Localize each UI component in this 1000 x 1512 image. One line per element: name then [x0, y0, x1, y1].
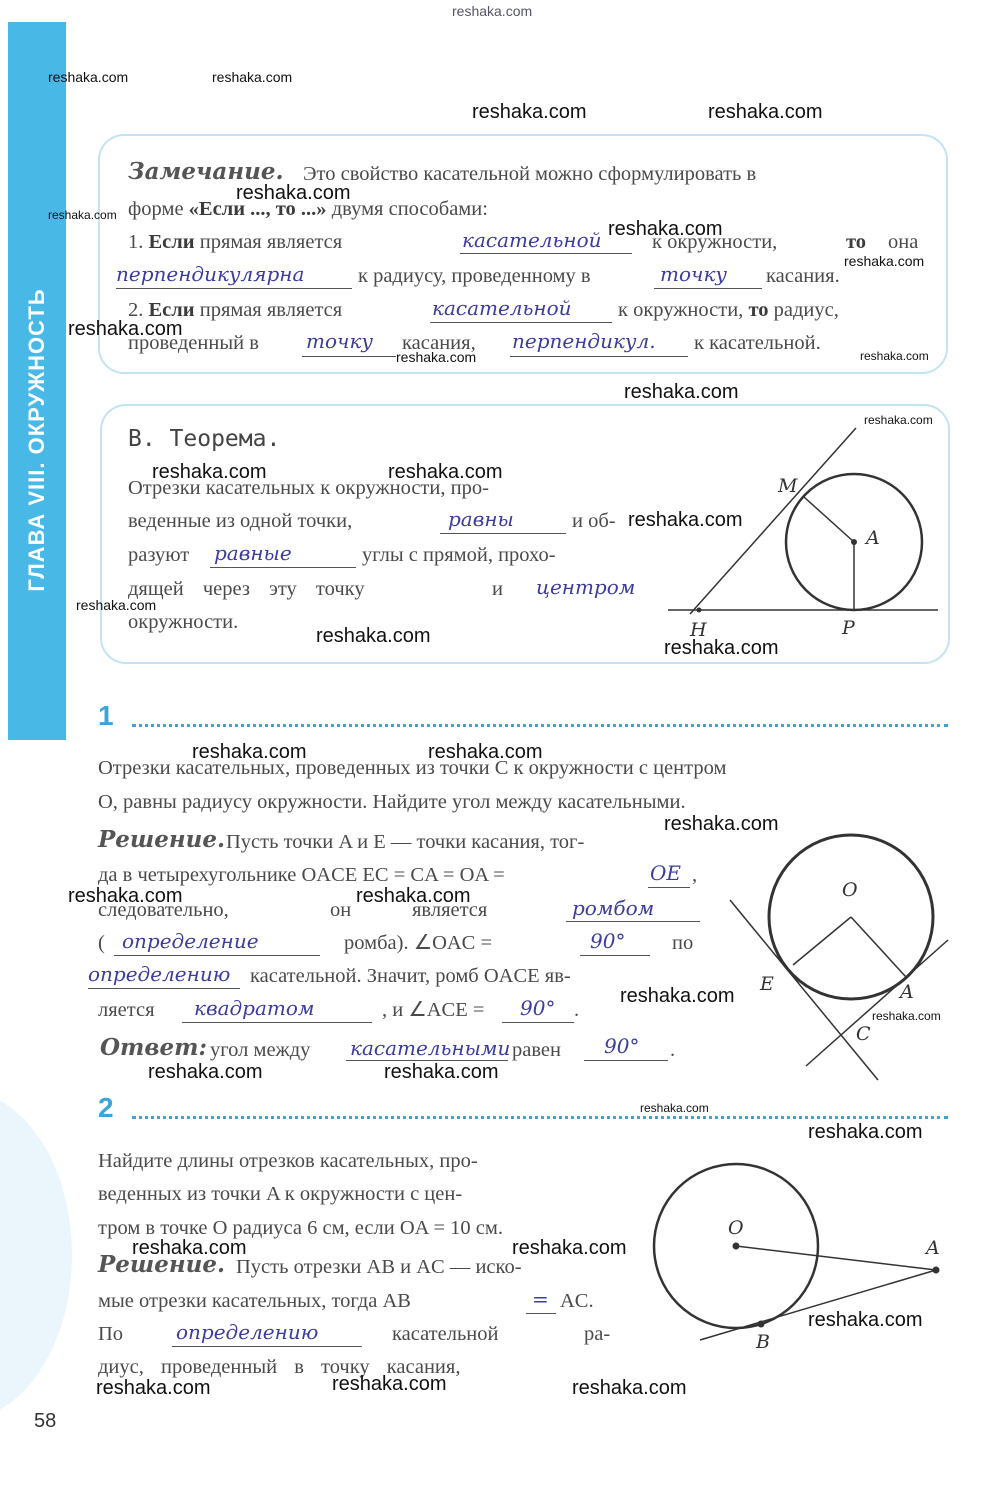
answer-heading: Ответ:	[100, 1034, 207, 1061]
watermark: reshaka.com	[68, 318, 183, 340]
answer-text: угол между	[210, 1039, 311, 1061]
solution-text: ромба). ∠OAC =	[344, 932, 493, 954]
solution-text: .	[574, 999, 580, 1021]
task-number: 2	[98, 1092, 114, 1123]
watermark: reshaka.com	[664, 637, 779, 659]
task1-figure	[720, 830, 960, 1090]
theorem-text: разуют	[128, 544, 190, 566]
solution-text: По	[98, 1323, 124, 1345]
remark-text: 1. Если прямая является	[128, 231, 343, 253]
handwritten-answer: точку	[660, 262, 727, 286]
label-O: O	[842, 879, 858, 901]
divider	[132, 724, 948, 727]
label-A: A	[900, 981, 914, 1003]
watermark: reshaka.com	[356, 885, 471, 907]
solution-text: по	[672, 932, 694, 954]
solution-text: AC.	[560, 1290, 594, 1312]
watermark: reshaka.com	[192, 741, 307, 763]
label-H: H	[690, 619, 707, 641]
theorem-text: окружности.	[128, 611, 239, 633]
label-P: P	[842, 617, 855, 639]
theorem-text: дящей через эту точку	[128, 578, 365, 600]
solution-text: ляется	[98, 999, 155, 1021]
solution-text: он	[330, 899, 352, 921]
divider	[132, 1116, 948, 1119]
watermark: reshaka.com	[428, 741, 543, 763]
handwritten-answer: касательной	[432, 296, 572, 320]
watermark: reshaka.com	[708, 101, 823, 123]
theorem-text: углы с прямой, прохо-	[362, 544, 556, 566]
handwritten-answer: =	[532, 1287, 549, 1311]
watermark: reshaka.com	[48, 208, 117, 222]
theorem-text: Отрезки касательных к окружности, про-	[128, 477, 489, 499]
remark-text: к касательной.	[694, 332, 821, 354]
watermark: reshaka.com	[388, 461, 503, 483]
handwritten-answer: равные	[214, 541, 292, 565]
remark-text: она	[888, 231, 919, 253]
handwritten-answer: касательной	[462, 228, 602, 252]
remark-text: проведенный в	[128, 332, 259, 354]
watermark: reshaka.com	[236, 182, 351, 204]
watermark: reshaka.com	[572, 1377, 687, 1399]
theorem-text: веденные из одной точки,	[128, 510, 353, 532]
solution-text: диус, проведенный в точку касания,	[98, 1356, 461, 1378]
solution-text: касательной. Значит, ромб OACE яв-	[250, 965, 571, 987]
watermark: reshaka.com	[332, 1373, 447, 1395]
answer-text: равен	[512, 1039, 561, 1061]
task-text: O, равны радиусу окружности. Найдите угол между касательными.	[98, 791, 686, 813]
label-C: C	[856, 1023, 871, 1045]
solution-text: Пусть отрезки AB и AC — иско-	[236, 1256, 522, 1278]
watermark: reshaka.com	[148, 1061, 263, 1083]
label-B: B	[756, 1331, 770, 1353]
remark-text: касания,	[402, 332, 476, 354]
watermark: reshaka.com	[76, 597, 157, 613]
watermark: reshaka.com	[844, 253, 925, 269]
watermark: reshaka.com	[808, 1309, 923, 1331]
watermark: reshaka.com	[860, 349, 929, 363]
handwritten-answer: ромбом	[572, 896, 655, 920]
remark-text: касания.	[766, 265, 840, 287]
theorem-text: и	[492, 578, 503, 600]
label-A: A	[926, 1237, 940, 1259]
watermark: reshaka.com	[624, 381, 739, 403]
watermark: reshaka.com	[152, 461, 267, 483]
watermark: reshaka.com	[68, 885, 183, 907]
label-O: O	[728, 1217, 744, 1239]
page-number: 58	[34, 1410, 57, 1432]
chapter-title: ГЛАВА VIII. ОКРУЖНОСТЬ	[24, 288, 49, 592]
remark-heading: Замечание.	[128, 158, 284, 185]
task-text: тром в точке O радиуса 6 см, если OA = 10 см.	[98, 1217, 503, 1239]
watermark: reshaka.com	[620, 985, 735, 1007]
label-E: E	[760, 973, 774, 995]
watermark: reshaka.com	[808, 1121, 923, 1143]
solution-heading: Решение.	[98, 826, 226, 853]
handwritten-answer: центром	[536, 575, 636, 599]
handwritten-answer: 90°	[520, 996, 556, 1020]
remark-text: то	[846, 231, 867, 253]
watermark: reshaka.com	[864, 413, 933, 427]
watermark: reshaka.com	[212, 69, 293, 85]
solution-text: да в четырехугольнике OACE EC = CA = OA =	[98, 864, 505, 886]
handwritten-answer: определение	[122, 929, 259, 953]
task-number: 1	[98, 700, 114, 731]
remark-text: 2. Если прямая является	[128, 299, 343, 321]
solution-text: является	[412, 899, 488, 921]
watermark: reshaka.com	[872, 1009, 941, 1023]
handwritten-answer: 90°	[590, 929, 626, 953]
task-text: веденных из точки A к окружности с цен-	[98, 1183, 463, 1205]
remark-text: к окружности, то радиус,	[618, 299, 839, 321]
theorem-text: и об-	[572, 510, 616, 532]
watermark: reshaka.com	[628, 509, 743, 531]
solution-text: ра-	[584, 1323, 611, 1345]
watermark: reshaka.com	[132, 1237, 247, 1259]
watermark: reshaka.com	[396, 349, 477, 365]
solution-text: касательной	[392, 1323, 499, 1345]
label-M: M	[778, 475, 798, 497]
handwritten-answer: перпендикул.	[512, 329, 656, 353]
solution-text: , и ∠ACE =	[382, 999, 485, 1021]
watermark: reshaka.com	[384, 1061, 499, 1083]
watermark: reshaka.com	[664, 813, 779, 835]
remark-text: к радиусу, проведенному в	[358, 265, 591, 287]
handwritten-answer: точку	[306, 329, 373, 353]
remark-text: к окружности,	[652, 231, 778, 253]
watermark: reshaka.com	[316, 625, 431, 647]
label-A: A	[866, 527, 880, 549]
solution-heading: Решение.	[98, 1251, 226, 1278]
handwritten-answer: 90°	[604, 1034, 640, 1058]
watermark: reshaka.com	[96, 1377, 211, 1399]
handwritten-answer: OE	[650, 861, 681, 885]
handwritten-answer: перпендикулярна	[116, 262, 305, 286]
remark-text: Это свойство касательной можно сформулировать в	[303, 163, 757, 185]
solution-text: следовательно,	[98, 899, 229, 921]
solution-text: (	[98, 932, 105, 954]
remark-text: форме «Если ..., то ...» двумя способами:	[128, 198, 488, 220]
task-text: Отрезки касательных, проведенных из точки C к окружности с центром	[98, 757, 727, 779]
watermark: reshaka.com	[48, 69, 129, 85]
task-text: Найдите длины отрезков касательных, про-	[98, 1150, 478, 1172]
solution-text: мые отрезки касательных, тогда AB	[98, 1290, 411, 1312]
watermark: reshaka.com	[512, 1237, 627, 1259]
watermark: reshaka.com	[608, 218, 723, 240]
watermark: reshaka.com	[640, 1101, 709, 1115]
handwritten-answer: определению	[88, 962, 231, 986]
decorative-arc	[0, 1090, 72, 1420]
solution-text: Пусть точки A и E — точки касания, тог-	[226, 831, 585, 853]
handwritten-answer: квадратом	[194, 996, 315, 1020]
answer-text: .	[670, 1039, 676, 1061]
solution-text: ,	[692, 864, 698, 886]
handwritten-answer: касательными	[350, 1036, 511, 1060]
theorem-heading: В. Теорема.	[128, 426, 281, 452]
handwritten-answer: определению	[176, 1320, 319, 1344]
handwritten-answer: равны	[448, 507, 514, 531]
watermark: reshaka.com	[452, 3, 533, 19]
watermark: reshaka.com	[472, 101, 587, 123]
